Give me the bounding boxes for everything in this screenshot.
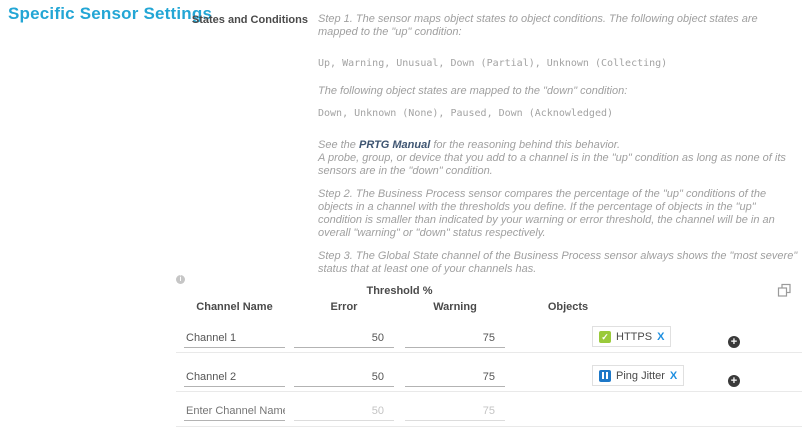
channel-name-input-row2[interactable] bbox=[184, 367, 285, 387]
down-states-list: Down, Unknown (None), Paused, Down (Acknowledged) bbox=[318, 108, 614, 119]
step1-text: Step 1. The sensor maps object states to object conditions. The following object states are mapped to the "up" condition: bbox=[318, 13, 758, 38]
column-header-warning: Warning bbox=[433, 301, 477, 313]
states-and-conditions-label: States and Conditions bbox=[191, 14, 308, 26]
copy-icon[interactable] bbox=[777, 283, 792, 298]
pause-bars bbox=[602, 372, 608, 379]
warning-threshold-input-row3[interactable] bbox=[405, 401, 505, 421]
remove-object-icon[interactable]: X bbox=[657, 330, 665, 343]
remove-object-icon[interactable]: X bbox=[669, 369, 678, 382]
row-separator bbox=[176, 426, 802, 427]
object-chip-label: HTTPS bbox=[616, 330, 653, 343]
column-header-channel-name: Channel Name bbox=[196, 301, 273, 313]
probe-note-text: A probe, group, or device that you add to a channel is in the "up" condition as long as none of its sensors are in the "down" condition. bbox=[318, 152, 786, 177]
sensor-paused-icon bbox=[599, 370, 611, 382]
prtg-manual-link[interactable]: PRTG Manual bbox=[358, 139, 431, 151]
channel-name-input-row3[interactable] bbox=[184, 401, 285, 421]
object-chip-https bbox=[592, 326, 671, 347]
add-object-button-row1[interactable]: + bbox=[728, 336, 740, 348]
error-threshold-input-row2[interactable] bbox=[294, 367, 394, 387]
warning-threshold-input-row1[interactable] bbox=[405, 328, 505, 348]
channel-name-input-row1[interactable] bbox=[184, 328, 285, 348]
step2-text: Step 2. The Business Process sensor compares the percentage of the "up" conditions of the objects in a channel with the thresholds you define. If the percentage of objects in the "up" condition is smaller than indicated by your warning or error threshold, the channel will be in an overall "warning" or "down" status respectively. bbox=[318, 188, 775, 239]
object-chip-ping-jitter bbox=[592, 365, 684, 386]
error-threshold-input-row1[interactable] bbox=[294, 328, 394, 348]
sensor-up-icon: ✓ bbox=[599, 331, 611, 343]
row-separator bbox=[176, 391, 802, 392]
behavior-text: for the reasoning behind this behavior. bbox=[430, 139, 621, 151]
warning-threshold-input-row2[interactable] bbox=[405, 367, 505, 387]
see-the-text: See the bbox=[318, 139, 359, 151]
step3-text: Step 3. The Global State channel of the Business Process sensor always shows the "most severe" status that at least one of your channels has. bbox=[318, 250, 798, 275]
page-title: Specific Sensor Settings bbox=[8, 4, 213, 23]
add-object-button-row2[interactable]: + bbox=[728, 375, 740, 387]
error-threshold-input-row3[interactable] bbox=[294, 401, 394, 421]
up-states-list: Up, Warning, Unusual, Down (Partial), Unknown (Collecting) bbox=[318, 58, 668, 69]
column-header-objects: Objects bbox=[547, 301, 589, 313]
states-and-conditions-description bbox=[318, 13, 800, 276]
info-icon[interactable]: i bbox=[176, 275, 185, 284]
manual-note bbox=[318, 139, 800, 152]
down-intro-text: The following object states are mapped to the "down" condition: bbox=[318, 85, 628, 97]
threshold-group-header: Threshold % bbox=[366, 285, 433, 297]
object-chip-label: Ping Jitter bbox=[616, 369, 665, 382]
row-separator bbox=[176, 352, 802, 353]
column-header-error: Error bbox=[330, 301, 358, 313]
